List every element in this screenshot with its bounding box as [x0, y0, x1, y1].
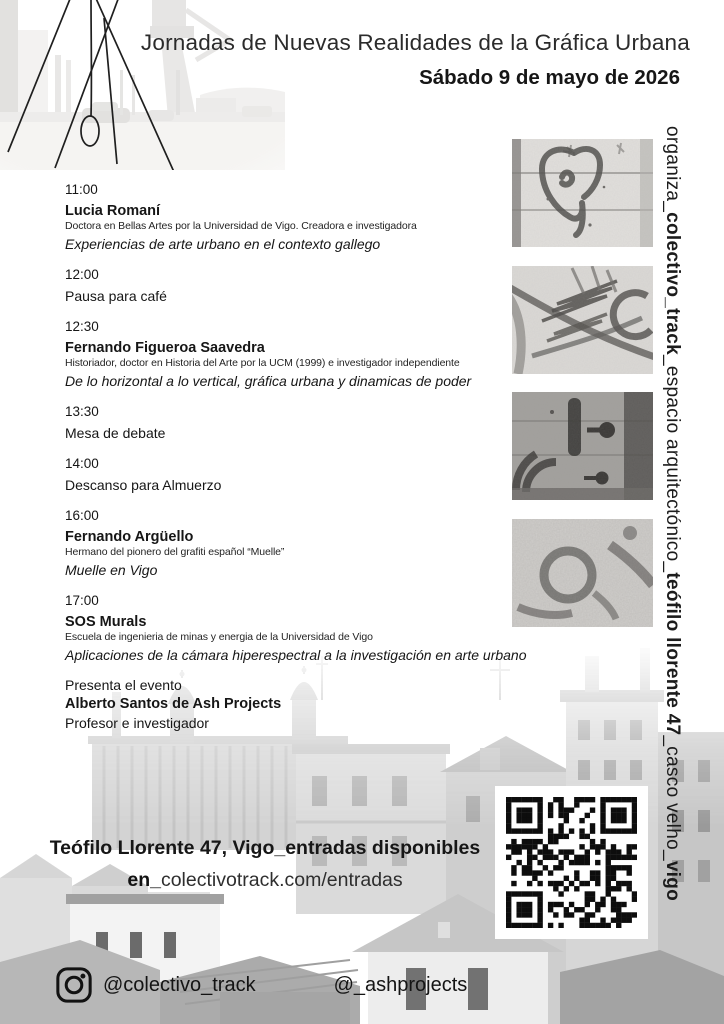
presenter-label: Presenta el evento	[65, 677, 182, 693]
presenter-role: Profesor e investigador	[65, 715, 209, 731]
qr-pattern	[506, 797, 637, 928]
schedule-slot	[65, 507, 525, 579]
speaker-name: Fernando Figueroa Saavedra	[65, 340, 265, 356]
speaker-name: Fernando Argüello	[65, 529, 194, 545]
slot-time: 17:00	[65, 593, 99, 608]
talk-title: Aplicaciones de la cámara hiperespectral a la investigación en arte urbano	[65, 647, 527, 663]
schedule-slot	[65, 266, 525, 305]
slot-time: 11:00	[65, 182, 98, 197]
speaker-bio: Historiador, doctor en Historia del Arte por la UCM (1999) e investigador independiente	[65, 357, 460, 369]
tickets-prefix: en_	[127, 869, 161, 891]
instagram-handle-colectivo-track[interactable]: @colectivo_track	[103, 973, 256, 996]
talk-title: Muelle en Vigo	[65, 562, 158, 578]
schedule-slot	[65, 403, 525, 442]
slot-time: 12:30	[65, 319, 99, 334]
tickets-line	[15, 869, 515, 892]
presenter-block	[65, 677, 525, 732]
slot-time: 16:00	[65, 508, 99, 523]
side-segment: organiza_	[662, 126, 683, 213]
hero-photo	[0, 0, 285, 170]
slot-time: 14:00	[65, 456, 99, 471]
graffiti-image-symbols	[512, 392, 653, 500]
presenter-name: Alberto Santos de Ash Projects	[65, 696, 282, 712]
slot-activity: Mesa de debate	[65, 425, 166, 441]
qr-code	[495, 786, 648, 939]
graffiti-gallery	[512, 139, 653, 645]
slot-time: 12:00	[65, 267, 99, 282]
slot-activity: Descanso para Almuerzo	[65, 477, 222, 493]
slot-time: 13:30	[65, 404, 99, 419]
side-segment: _casco velho_	[662, 735, 683, 861]
footer-venue	[15, 837, 515, 892]
speaker-name: SOS Murals	[65, 614, 147, 630]
talk-title: Experiencias de arte urbano en el contexto gallego	[65, 236, 381, 252]
social-row	[55, 966, 467, 1004]
tickets-url[interactable]: colectivotrack.com/entradas	[160, 869, 403, 891]
speaker-bio: Escuela de ingenieria de minas y energia de la Universidad de Vigo	[65, 631, 373, 643]
harbor-crane-illustration	[0, 0, 285, 170]
speaker-bio: Doctora en Bellas Artes por la Universidad de Vigo. Creadora e investigadora	[65, 220, 417, 232]
graffiti-image-scribbles	[512, 266, 653, 374]
speaker-bio: Hermano del pionero del grafiti español “Muelle”	[65, 546, 285, 558]
instagram-icon	[55, 966, 93, 1004]
side-segment-address: teófilo llorente 47	[662, 572, 683, 736]
side-segment-colectivo-track: colectivo_track	[662, 212, 683, 356]
schedule-slot	[65, 455, 525, 494]
venue-line: Teófilo Llorente 47, Vigo_entradas disponibles	[49, 837, 481, 859]
schedule	[65, 181, 525, 732]
graffiti-image-heart	[512, 139, 653, 247]
schedule-slot	[65, 181, 525, 253]
slot-activity: Pausa para café	[65, 288, 167, 304]
side-segment: _espacio arquitectónico_	[662, 355, 683, 573]
event-date: Sábado 9 de mayo de 2026	[419, 66, 680, 89]
organizer-vertical-text	[661, 126, 683, 954]
talk-title: De lo horizontal a lo vertical, gráfica urbana y dinamicas de poder	[65, 373, 472, 389]
schedule-slot	[65, 318, 525, 390]
side-segment-vigo: vigo	[662, 860, 683, 902]
speaker-name: Lucia Romaní	[65, 203, 161, 219]
instagram-handle-ashprojects[interactable]: @_ashprojects	[333, 973, 468, 996]
graffiti-image-spray-circles	[512, 519, 653, 627]
poster-title: Jornadas de Nuevas Realidades de la Gráfica Urbana	[140, 30, 690, 55]
schedule-slot	[65, 592, 525, 664]
